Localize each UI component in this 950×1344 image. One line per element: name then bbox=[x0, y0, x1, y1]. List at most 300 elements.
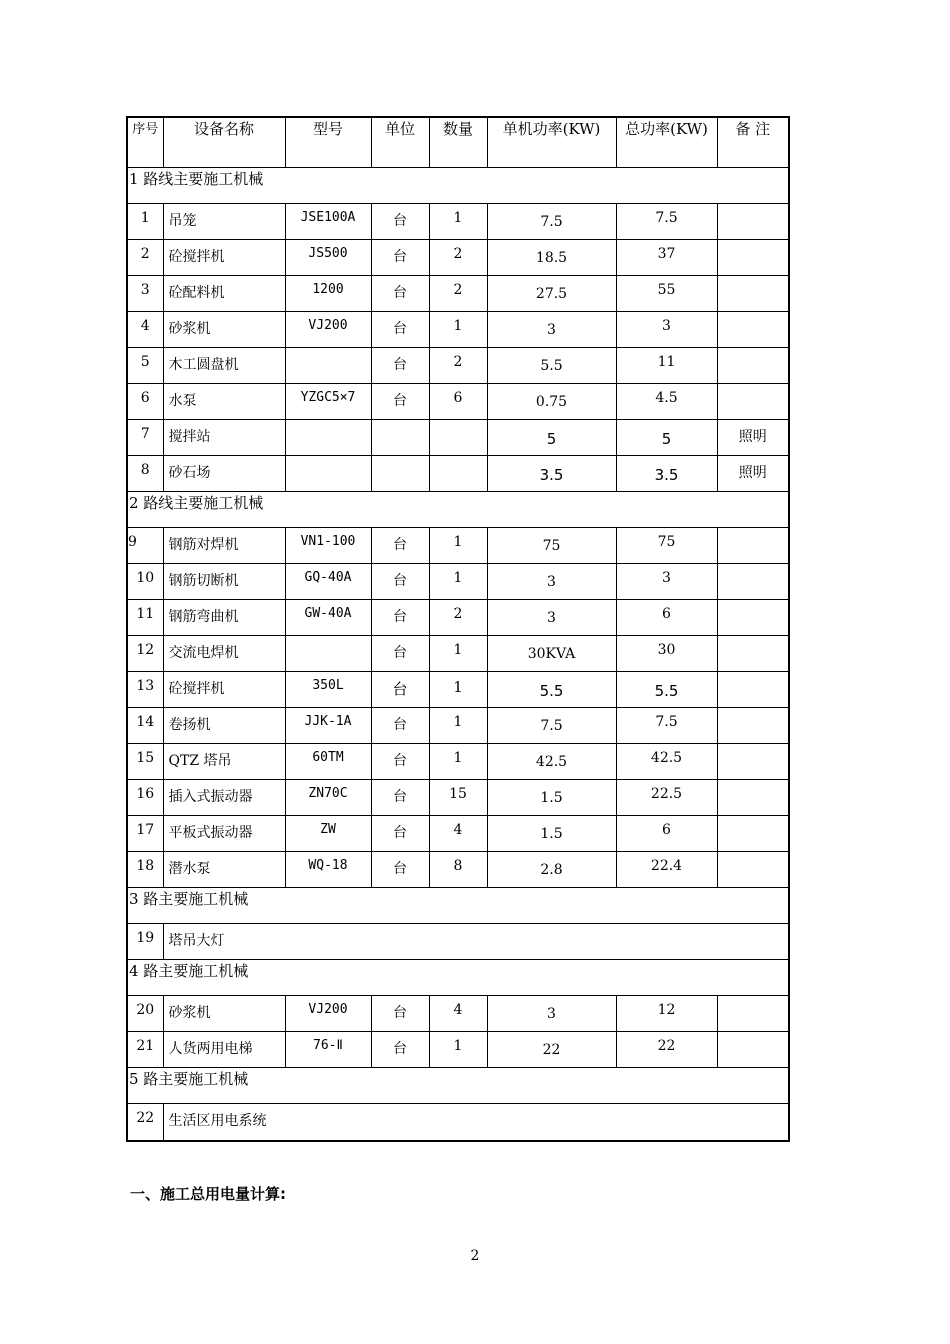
row-name bbox=[163, 384, 285, 420]
row-total-power-text: 6 bbox=[662, 606, 671, 622]
row-qty bbox=[429, 636, 487, 672]
row-unit-text: 台 bbox=[393, 645, 407, 661]
row-unit bbox=[371, 420, 429, 456]
row-note-text bbox=[718, 852, 789, 858]
row-model-text bbox=[286, 636, 371, 642]
row-total-power-text: 3 bbox=[662, 318, 671, 334]
row-unit-power bbox=[487, 384, 616, 420]
table-row bbox=[127, 420, 789, 456]
row-unit-text: 台 bbox=[393, 717, 407, 733]
group-row bbox=[127, 168, 789, 204]
row-qty bbox=[429, 384, 487, 420]
group-row bbox=[127, 492, 789, 528]
row-name bbox=[163, 456, 285, 492]
row-model-text: JSE100A bbox=[300, 210, 356, 225]
row-model-text: ZN70C bbox=[308, 786, 348, 801]
row-model-text: VN1-100 bbox=[300, 534, 356, 549]
row-unit-power bbox=[487, 276, 616, 312]
row-qty bbox=[429, 780, 487, 816]
row-unit-power bbox=[487, 564, 616, 600]
row-qty-text: 2 bbox=[453, 282, 463, 298]
row-unit-power-text: 0.75 bbox=[535, 394, 568, 410]
row-no-text: 5 bbox=[140, 354, 150, 370]
row-note-text bbox=[718, 600, 789, 606]
group-title bbox=[127, 492, 789, 528]
table-row bbox=[127, 924, 789, 960]
row-no bbox=[127, 204, 163, 240]
row-total-power bbox=[616, 996, 717, 1032]
row-qty bbox=[429, 852, 487, 888]
row-total-power bbox=[616, 600, 717, 636]
row-qty bbox=[429, 204, 487, 240]
row-unit-power-text: 3 bbox=[547, 610, 556, 626]
row-model-text: ZW bbox=[320, 822, 336, 837]
table-row bbox=[127, 1104, 789, 1142]
row-name-text: 潜水泵 bbox=[168, 861, 211, 877]
row-qty-text: 1 bbox=[453, 642, 463, 658]
row-note-text bbox=[718, 276, 789, 282]
row-no-text: 13 bbox=[136, 678, 155, 694]
row-total-power bbox=[616, 816, 717, 852]
row-note bbox=[717, 636, 789, 672]
header-cell-note: 备 注 bbox=[717, 117, 789, 168]
row-no bbox=[127, 996, 163, 1032]
row-qty bbox=[429, 564, 487, 600]
row-name bbox=[163, 816, 285, 852]
row-note-text bbox=[718, 636, 789, 642]
row-unit bbox=[371, 636, 429, 672]
row-model bbox=[285, 744, 371, 780]
row-total-power-text: 7.5 bbox=[655, 714, 678, 730]
row-name-text: 砂浆机 bbox=[168, 1005, 211, 1021]
row-unit-power bbox=[487, 420, 616, 456]
row-total-power bbox=[616, 708, 717, 744]
row-name bbox=[163, 852, 285, 888]
row-model-text: YZGC5×7 bbox=[300, 390, 356, 405]
row-qty bbox=[429, 348, 487, 384]
row-note bbox=[717, 456, 789, 492]
row-total-power-text: 22.5 bbox=[650, 786, 683, 802]
row-unit bbox=[371, 240, 429, 276]
row-model bbox=[285, 708, 371, 744]
row-model bbox=[285, 1032, 371, 1068]
row-note bbox=[717, 348, 789, 384]
row-model-text: VJ200 bbox=[308, 318, 348, 333]
row-name-text: 平板式振动器 bbox=[168, 825, 253, 841]
table-row bbox=[127, 672, 789, 708]
table-row bbox=[127, 996, 789, 1032]
row-note bbox=[717, 564, 789, 600]
row-unit bbox=[371, 348, 429, 384]
row-total-power bbox=[616, 780, 717, 816]
row-model bbox=[285, 636, 371, 672]
row-no bbox=[127, 924, 163, 960]
row-name-text: 搅拌站 bbox=[168, 429, 211, 445]
row-note-text bbox=[718, 348, 789, 354]
row-qty bbox=[429, 312, 487, 348]
row-name-text: 砂石场 bbox=[168, 465, 211, 481]
row-unit bbox=[371, 996, 429, 1032]
row-total-power-text: 3 bbox=[662, 570, 671, 586]
row-total-power bbox=[616, 348, 717, 384]
table-row bbox=[127, 528, 789, 564]
header-cell-name: 设备名称 bbox=[163, 117, 285, 168]
row-no bbox=[127, 456, 163, 492]
row-name-text: QTZ 塔吊 bbox=[168, 753, 232, 769]
row-total-power bbox=[616, 420, 717, 456]
row-unit-power-text: 18.5 bbox=[535, 250, 568, 266]
group-row bbox=[127, 888, 789, 924]
row-name-text: 钢筋对焊机 bbox=[168, 537, 239, 553]
row-unit-text: 台 bbox=[393, 789, 407, 805]
row-no bbox=[127, 528, 163, 564]
row-total-power-text: 11 bbox=[657, 354, 676, 370]
row-note-text bbox=[718, 744, 789, 750]
row-name bbox=[163, 420, 285, 456]
row-note bbox=[717, 744, 789, 780]
table-row bbox=[127, 744, 789, 780]
row-name bbox=[163, 348, 285, 384]
row-unit-power-text: 7.5 bbox=[540, 214, 563, 230]
row-qty bbox=[429, 744, 487, 780]
row-no-text: 9 bbox=[128, 534, 137, 550]
row-note-text bbox=[718, 384, 789, 390]
row-name-text: 插入式振动器 bbox=[168, 789, 253, 805]
row-unit-power-text: 7.5 bbox=[540, 718, 563, 734]
row-note bbox=[717, 780, 789, 816]
table-row bbox=[127, 348, 789, 384]
row-note bbox=[717, 312, 789, 348]
row-note bbox=[717, 852, 789, 888]
header-cell-model: 型号 bbox=[285, 117, 371, 168]
row-model bbox=[285, 276, 371, 312]
group-title-text: 1 路线主要施工机械 bbox=[129, 170, 264, 188]
row-qty bbox=[429, 1032, 487, 1068]
row-name bbox=[163, 636, 285, 672]
row-unit-power bbox=[487, 1032, 616, 1068]
row-unit-power-text: 30KVA bbox=[527, 646, 576, 662]
row-unit-power-text: 3 bbox=[547, 1006, 556, 1022]
row-unit-text bbox=[372, 420, 429, 426]
table-row bbox=[127, 276, 789, 312]
row-model-text bbox=[286, 348, 371, 354]
row-unit-power bbox=[487, 312, 616, 348]
row-unit-power bbox=[487, 348, 616, 384]
table-row bbox=[127, 852, 789, 888]
row-unit-text: 台 bbox=[393, 537, 407, 553]
row-total-power bbox=[616, 564, 717, 600]
row-total-power bbox=[616, 456, 717, 492]
group-title bbox=[127, 1068, 789, 1104]
row-note-text bbox=[718, 528, 789, 534]
row-total-power-text: 12 bbox=[657, 1002, 676, 1018]
row-name-text: 吊笼 bbox=[168, 213, 197, 229]
row-model bbox=[285, 600, 371, 636]
row-model-text: JJK-1A bbox=[304, 714, 352, 729]
row-note bbox=[717, 708, 789, 744]
row-unit-power-text: 5.5 bbox=[539, 682, 564, 700]
row-total-power-text: 5 bbox=[661, 430, 672, 448]
row-total-power bbox=[616, 672, 717, 708]
table-header-row bbox=[127, 117, 789, 168]
row-unit-power bbox=[487, 456, 616, 492]
row-no bbox=[127, 672, 163, 708]
row-model-text: 76-Ⅱ bbox=[313, 1038, 343, 1053]
row-unit bbox=[371, 852, 429, 888]
row-unit-text: 台 bbox=[393, 213, 407, 229]
group-title-text: 2 路线主要施工机械 bbox=[129, 494, 264, 512]
row-note bbox=[717, 384, 789, 420]
row-no bbox=[127, 708, 163, 744]
row-name-text: 水泵 bbox=[168, 393, 197, 409]
row-unit-text: 台 bbox=[393, 285, 407, 301]
table-row bbox=[127, 312, 789, 348]
row-note bbox=[717, 600, 789, 636]
row-no-text: 2 bbox=[140, 246, 150, 262]
row-unit-power bbox=[487, 600, 616, 636]
row-name-text: 生活区用电系统 bbox=[168, 1113, 267, 1129]
row-note bbox=[717, 204, 789, 240]
row-unit-power bbox=[487, 240, 616, 276]
row-no bbox=[127, 312, 163, 348]
row-no-text: 16 bbox=[136, 786, 155, 802]
row-no bbox=[127, 744, 163, 780]
row-no-text: 15 bbox=[136, 750, 155, 766]
row-model bbox=[285, 456, 371, 492]
row-unit-power bbox=[487, 528, 616, 564]
row-note bbox=[717, 1032, 789, 1068]
row-name bbox=[163, 996, 285, 1032]
row-no-text: 8 bbox=[140, 462, 150, 478]
row-no-text: 6 bbox=[140, 390, 150, 406]
row-name bbox=[163, 276, 285, 312]
row-note-text bbox=[718, 204, 789, 210]
row-unit-power bbox=[487, 780, 616, 816]
table-row bbox=[127, 708, 789, 744]
row-no-text: 11 bbox=[136, 606, 155, 622]
row-unit-text: 台 bbox=[393, 1041, 407, 1057]
row-unit-power bbox=[487, 204, 616, 240]
header-cell-unit-power: 单机功率(KW) bbox=[487, 117, 616, 168]
row-qty-text: 4 bbox=[453, 822, 463, 838]
table-row bbox=[127, 456, 789, 492]
row-total-power-text: 4.5 bbox=[655, 390, 678, 406]
row-qty-text: 1 bbox=[453, 210, 463, 226]
row-qty bbox=[429, 240, 487, 276]
row-total-power-text: 22 bbox=[657, 1038, 676, 1054]
row-unit-text: 台 bbox=[393, 825, 407, 841]
group-title-text: 4 路主要施工机械 bbox=[129, 962, 249, 980]
row-name-text: 砼搅拌机 bbox=[168, 681, 225, 697]
row-total-power-text: 22.4 bbox=[650, 858, 683, 874]
row-model bbox=[285, 420, 371, 456]
row-qty-text: 6 bbox=[453, 390, 463, 406]
header-cell-unit: 单位 bbox=[371, 117, 429, 168]
row-no-text: 19 bbox=[136, 930, 155, 946]
row-no bbox=[127, 1104, 163, 1142]
row-note bbox=[717, 420, 789, 456]
row-model bbox=[285, 204, 371, 240]
row-model-text: VJ200 bbox=[308, 1002, 348, 1017]
row-total-power-text: 30 bbox=[657, 642, 676, 658]
row-note bbox=[717, 276, 789, 312]
row-total-power bbox=[616, 528, 717, 564]
table-row bbox=[127, 816, 789, 852]
table-row bbox=[127, 564, 789, 600]
table-row bbox=[127, 240, 789, 276]
row-model-text: GW-40A bbox=[304, 606, 352, 621]
row-model bbox=[285, 672, 371, 708]
row-total-power bbox=[616, 204, 717, 240]
row-total-power-text: 6 bbox=[662, 822, 671, 838]
row-model-text: GQ-40A bbox=[304, 570, 352, 585]
row-note bbox=[717, 672, 789, 708]
row-unit bbox=[371, 204, 429, 240]
row-unit bbox=[371, 456, 429, 492]
row-qty-text: 1 bbox=[453, 750, 463, 766]
row-unit-power-text: 1.5 bbox=[540, 826, 563, 842]
row-unit-power bbox=[487, 852, 616, 888]
row-no-text: 20 bbox=[136, 1002, 155, 1018]
row-note bbox=[717, 816, 789, 852]
row-qty bbox=[429, 600, 487, 636]
row-total-power bbox=[616, 1032, 717, 1068]
row-no-text: 14 bbox=[136, 714, 155, 730]
row-model-text: 350L bbox=[312, 678, 344, 693]
row-unit-text bbox=[372, 456, 429, 462]
row-total-power bbox=[616, 636, 717, 672]
row-model bbox=[285, 564, 371, 600]
table-row bbox=[127, 636, 789, 672]
row-unit-power-text: 3 bbox=[547, 574, 556, 590]
row-qty-text: 4 bbox=[453, 1002, 463, 1018]
row-note-text bbox=[718, 780, 789, 786]
row-no bbox=[127, 780, 163, 816]
row-model bbox=[285, 240, 371, 276]
row-note-text: 照明 bbox=[738, 429, 767, 445]
row-unit bbox=[371, 312, 429, 348]
row-note bbox=[717, 240, 789, 276]
row-name bbox=[163, 744, 285, 780]
row-unit-power-text: 3 bbox=[547, 322, 556, 338]
row-unit bbox=[371, 276, 429, 312]
row-unit-text: 台 bbox=[393, 393, 407, 409]
row-unit-text: 台 bbox=[393, 321, 407, 337]
row-model bbox=[285, 996, 371, 1032]
row-unit bbox=[371, 744, 429, 780]
group-title-text: 3 路主要施工机械 bbox=[129, 890, 249, 908]
row-unit bbox=[371, 672, 429, 708]
row-model-text bbox=[286, 456, 371, 462]
row-no bbox=[127, 636, 163, 672]
row-total-power-text: 5.5 bbox=[654, 682, 679, 700]
row-name-text: 塔吊大灯 bbox=[168, 933, 225, 949]
row-total-power-text: 55 bbox=[657, 282, 676, 298]
row-no-text: 21 bbox=[136, 1038, 155, 1054]
header-cell-total-power: 总功率(KW) bbox=[616, 117, 717, 168]
row-unit-power bbox=[487, 816, 616, 852]
row-qty bbox=[429, 420, 487, 456]
table-row bbox=[127, 1032, 789, 1068]
row-unit-power-text: 3.5 bbox=[539, 466, 564, 484]
row-no bbox=[127, 240, 163, 276]
row-note-text bbox=[718, 996, 789, 1002]
row-no bbox=[127, 816, 163, 852]
row-qty-text: 2 bbox=[453, 354, 463, 370]
row-no bbox=[127, 564, 163, 600]
row-qty-text: 1 bbox=[453, 318, 463, 334]
row-note-text bbox=[718, 312, 789, 318]
row-total-power bbox=[616, 240, 717, 276]
row-name bbox=[163, 312, 285, 348]
row-name-text: 木工圆盘机 bbox=[168, 357, 239, 373]
row-unit bbox=[371, 780, 429, 816]
row-qty bbox=[429, 708, 487, 744]
row-model bbox=[285, 528, 371, 564]
row-name-text: 钢筋切断机 bbox=[168, 573, 239, 589]
row-model-text bbox=[286, 420, 371, 426]
row-unit-text: 台 bbox=[393, 249, 407, 265]
row-unit bbox=[371, 816, 429, 852]
row-note-text bbox=[718, 708, 789, 714]
row-no bbox=[127, 600, 163, 636]
row-qty bbox=[429, 528, 487, 564]
row-unit-power-text: 2.8 bbox=[540, 862, 563, 878]
row-unit bbox=[371, 600, 429, 636]
row-no-text: 12 bbox=[136, 642, 155, 658]
row-no bbox=[127, 348, 163, 384]
row-name bbox=[163, 1104, 789, 1142]
row-model-text: 1200 bbox=[312, 282, 344, 297]
row-unit-text: 台 bbox=[393, 1005, 407, 1021]
row-total-power bbox=[616, 384, 717, 420]
row-note-text bbox=[718, 240, 789, 246]
row-total-power bbox=[616, 744, 717, 780]
row-qty-text: 15 bbox=[449, 786, 467, 802]
row-total-power-text: 7.5 bbox=[655, 210, 678, 226]
row-unit-text: 台 bbox=[392, 680, 408, 698]
row-unit-power-text: 5.5 bbox=[540, 358, 563, 374]
table-body bbox=[127, 117, 789, 1141]
row-unit-power bbox=[487, 672, 616, 708]
row-total-power-text: 37 bbox=[657, 246, 676, 262]
row-unit-power-text: 75 bbox=[542, 538, 561, 554]
row-unit-text: 台 bbox=[393, 573, 407, 589]
equipment-table bbox=[126, 116, 790, 1142]
row-name-text: 砂浆机 bbox=[168, 321, 211, 337]
group-title bbox=[127, 888, 789, 924]
row-no-text: 3 bbox=[140, 282, 150, 298]
row-total-power-text: 3.5 bbox=[654, 466, 679, 484]
row-no-text: 4 bbox=[140, 318, 150, 334]
row-unit-power-text: 1.5 bbox=[540, 790, 563, 806]
row-qty bbox=[429, 456, 487, 492]
row-unit-power bbox=[487, 744, 616, 780]
row-name bbox=[163, 564, 285, 600]
row-no-text: 18 bbox=[136, 858, 155, 874]
row-model-text: 60TM bbox=[312, 750, 344, 765]
row-name bbox=[163, 204, 285, 240]
row-note bbox=[717, 528, 789, 564]
row-model bbox=[285, 348, 371, 384]
row-note-text: 照明 bbox=[738, 465, 767, 481]
row-unit-power bbox=[487, 996, 616, 1032]
row-no bbox=[127, 276, 163, 312]
row-no bbox=[127, 384, 163, 420]
row-model bbox=[285, 312, 371, 348]
row-qty bbox=[429, 816, 487, 852]
row-model bbox=[285, 384, 371, 420]
